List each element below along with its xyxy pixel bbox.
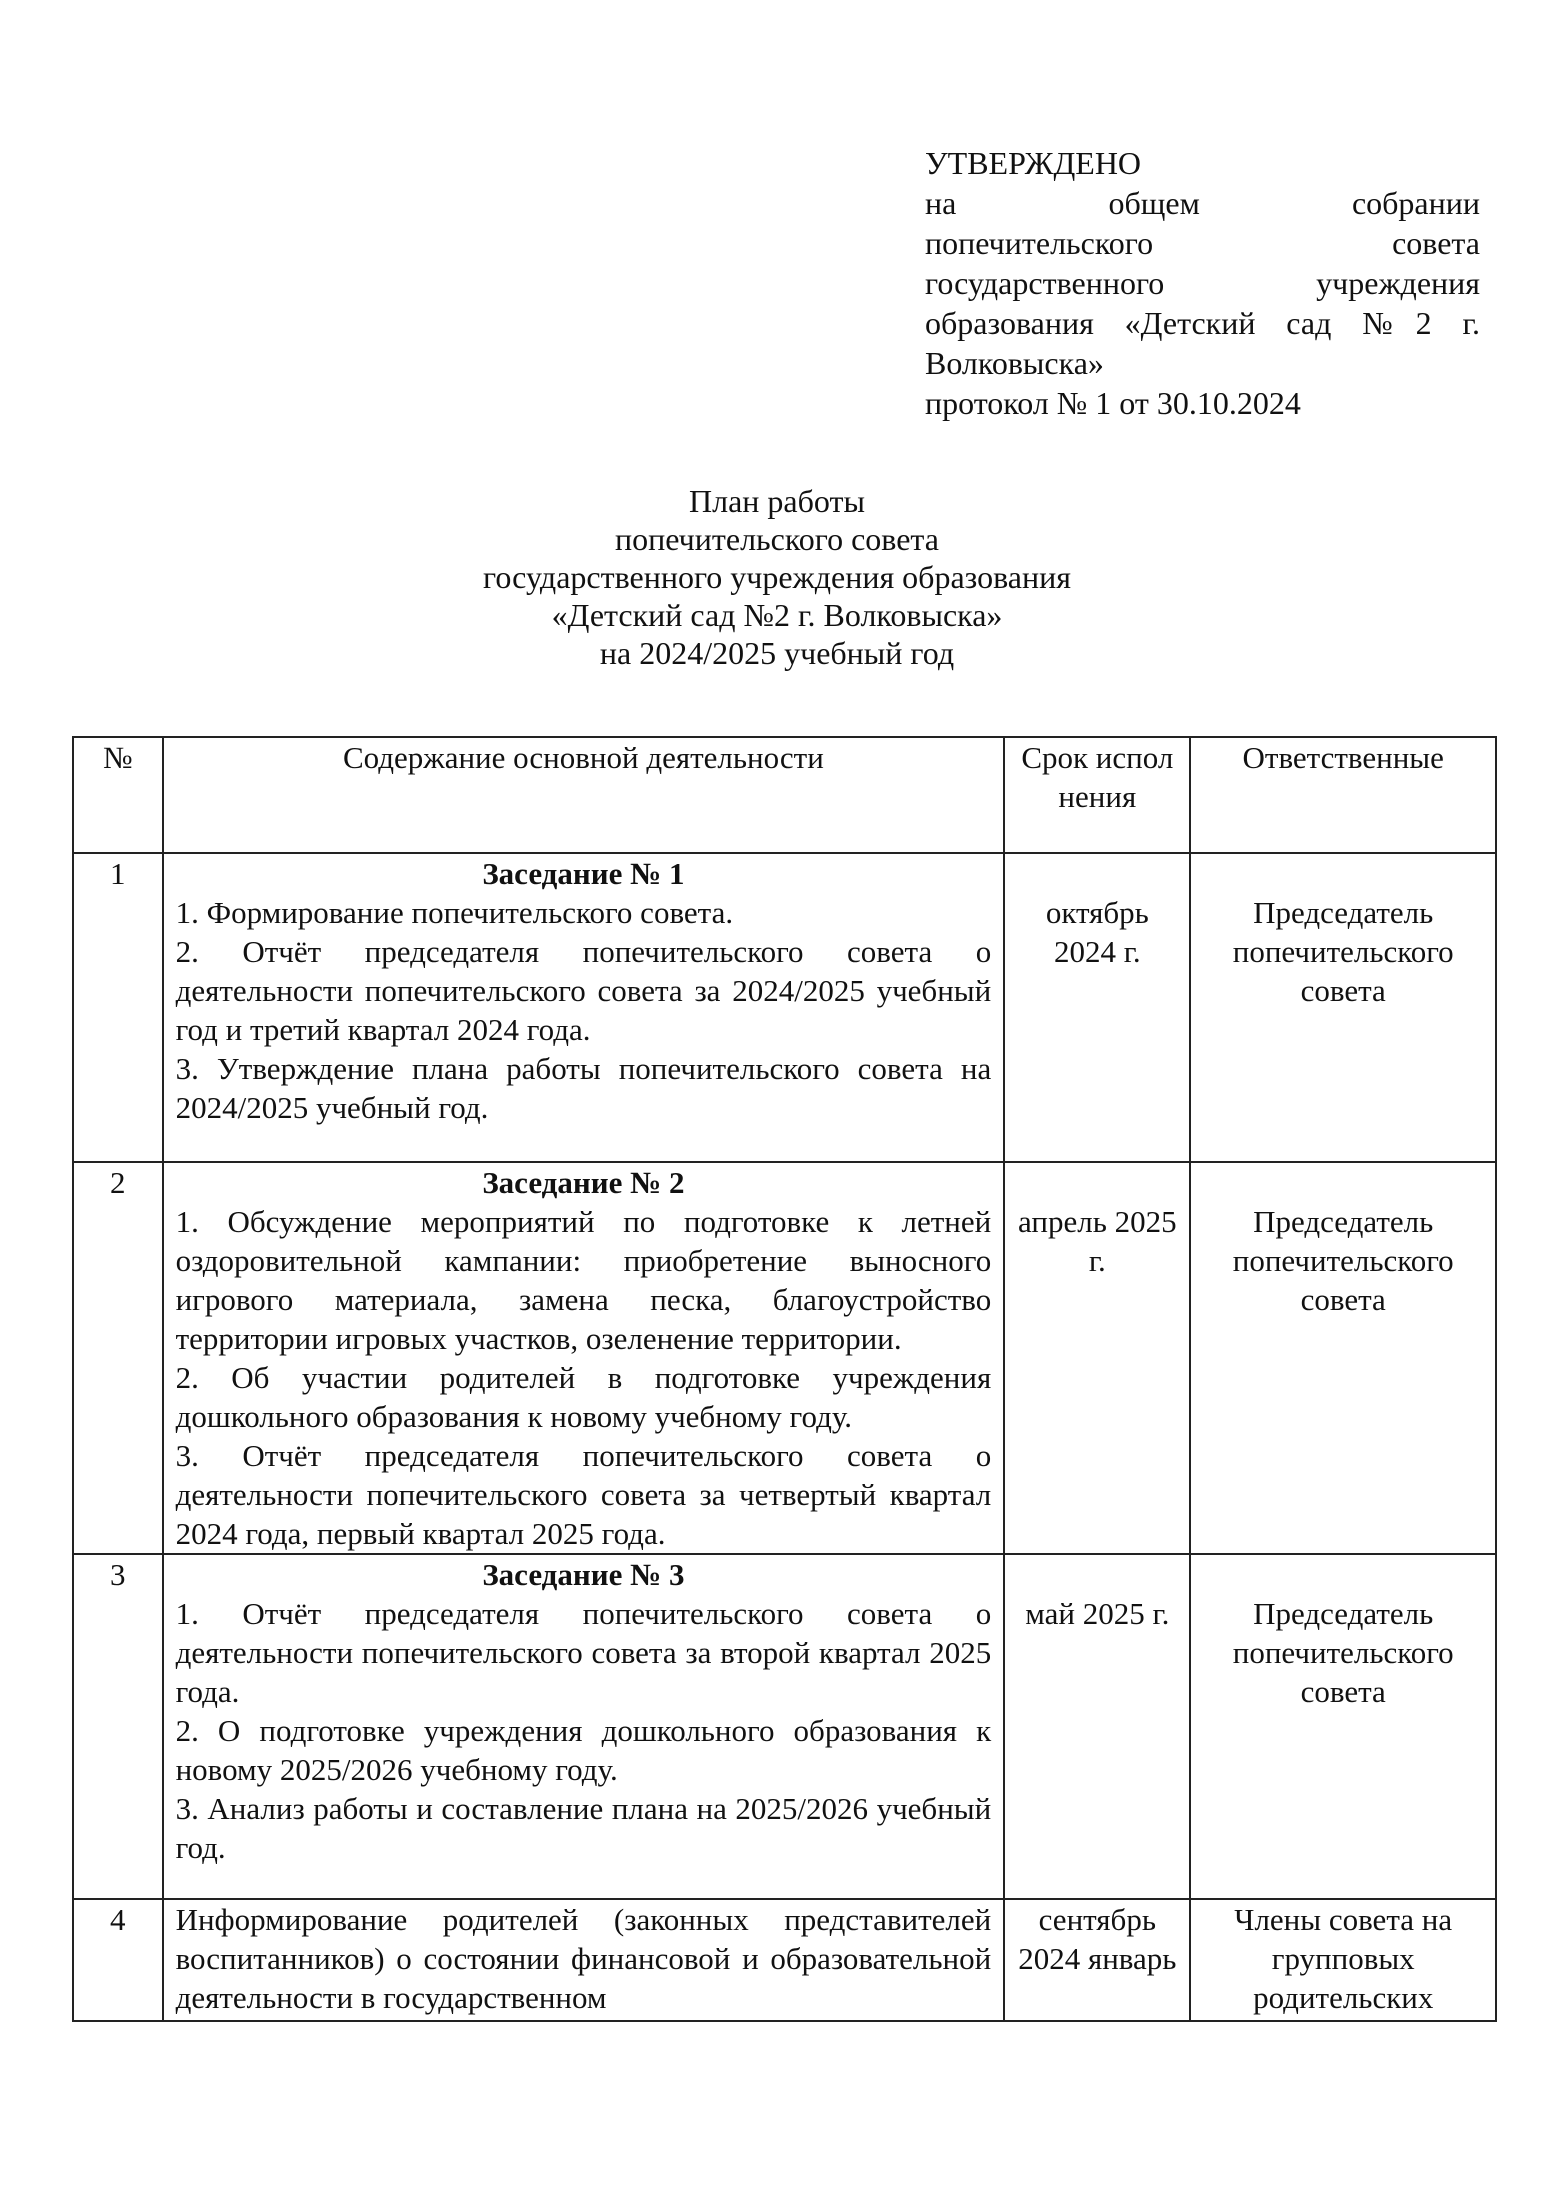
term-text: май 2025 г. bbox=[1025, 1596, 1170, 1631]
title-line: План работы bbox=[689, 483, 865, 519]
row-number: 3 bbox=[73, 1554, 163, 1899]
agenda-item: 3. Анализ работы и составление плана на 2025/2026 учебный год. bbox=[175, 1791, 992, 1865]
approval-line: попечительского совета bbox=[925, 225, 1480, 261]
title-line: «Детский сад №2 г. Волковыска» bbox=[551, 597, 1003, 633]
title-line: попечительского совета bbox=[615, 521, 939, 557]
approval-line: на общем собрании bbox=[925, 185, 1480, 221]
approval-protocol: протокол № 1 от 30.10.2024 bbox=[925, 385, 1301, 421]
term-text: сентябрь 2024 январь bbox=[1018, 1902, 1177, 1976]
table-row bbox=[73, 1554, 1496, 1899]
header-responsible: Ответственные bbox=[1190, 737, 1496, 853]
row-term bbox=[1004, 1554, 1190, 1899]
term-text: апрель 2025 г. bbox=[1018, 1204, 1177, 1278]
meeting-title: Заседание № 1 bbox=[482, 856, 685, 891]
row-responsible bbox=[1190, 1899, 1496, 2021]
row-number: 1 bbox=[73, 853, 163, 1162]
agenda-item: 2. Отчёт председателя попечительского совета о деятельности попечительского совета за 2024/2025 учебный год и третий квартал 2024 года. bbox=[175, 934, 992, 1047]
title-line: на 2024/2025 учебный год bbox=[599, 635, 955, 671]
row-responsible bbox=[1190, 853, 1496, 1162]
responsible-text: Члены совета на групповых родительских bbox=[1234, 1902, 1453, 2015]
row-number: 4 bbox=[73, 1899, 163, 2021]
row-responsible bbox=[1190, 1162, 1496, 1554]
row-number: 2 bbox=[73, 1162, 163, 1554]
approval-line: Волковыска» bbox=[925, 345, 1104, 381]
header-term: Срок исполнения bbox=[1004, 737, 1190, 853]
row-content bbox=[163, 1162, 1005, 1554]
header-number: № bbox=[73, 737, 163, 853]
approval-block bbox=[925, 143, 1480, 423]
row-responsible bbox=[1190, 1554, 1496, 1899]
table-row bbox=[73, 1162, 1496, 1554]
document-title bbox=[0, 482, 1556, 672]
approval-line: государственного учреждения bbox=[925, 265, 1480, 301]
agenda-item: 3. Утверждение плана работы попечительского совета на 2024/2025 учебный год. bbox=[175, 1051, 992, 1125]
agenda-item: 2. О подготовке учреждения дошкольного образования к новому 2025/2026 учебному году. bbox=[175, 1713, 992, 1787]
agenda-item: 1. Формирование попечительского совета. bbox=[175, 895, 734, 930]
term-text: октябрь 2024 г. bbox=[1045, 895, 1149, 969]
row-term bbox=[1004, 1162, 1190, 1554]
row-content bbox=[163, 1899, 1005, 2021]
meeting-title: Заседание № 2 bbox=[482, 1165, 685, 1200]
approval-heading: УТВЕРЖДЕНО bbox=[925, 145, 1142, 181]
header-content: Содержание основной деятельности bbox=[163, 737, 1005, 853]
responsible-text: Председатель попечительского совета bbox=[1232, 1204, 1454, 1317]
agenda-item: 2. Об участии родителей в подготовке учреждения дошкольного образования к новому учебному году. bbox=[175, 1360, 992, 1434]
approval-line: образования «Детский сад №2 г. bbox=[925, 305, 1480, 341]
title-line: государственного учреждения образования bbox=[483, 559, 1071, 595]
work-plan-table bbox=[72, 736, 1497, 2022]
table-row bbox=[73, 853, 1496, 1162]
activity-text: Информирование родителей (законных представителей воспитанников) о состоянии финансовой и образовательной деятельности в государственном bbox=[175, 1902, 992, 2015]
agenda-item: 1. Обсуждение мероприятий по подготовке к летней оздоровительной кампании: приобретение выносного игрового материала, замена песка, благоустройство территории игровых участков, озеленение территории. bbox=[175, 1204, 992, 1356]
responsible-text: Председатель попечительского совета bbox=[1232, 1596, 1454, 1709]
responsible-text: Председатель попечительского совета bbox=[1232, 895, 1454, 1008]
row-content bbox=[163, 853, 1005, 1162]
agenda-item: 1. Отчёт председателя попечительского совета о деятельности попечительского совета за второй квартал 2025 года. bbox=[175, 1596, 992, 1709]
table-header-row bbox=[73, 737, 1496, 853]
row-term bbox=[1004, 853, 1190, 1162]
agenda-item: 3. Отчёт председателя попечительского совета о деятельности попечительского совета за четвертый квартал 2024 года, первый квартал 2025 года. bbox=[175, 1438, 992, 1551]
table-row bbox=[73, 1899, 1496, 2021]
meeting-title: Заседание № 3 bbox=[482, 1557, 685, 1592]
row-term bbox=[1004, 1899, 1190, 2021]
row-content bbox=[163, 1554, 1005, 1899]
